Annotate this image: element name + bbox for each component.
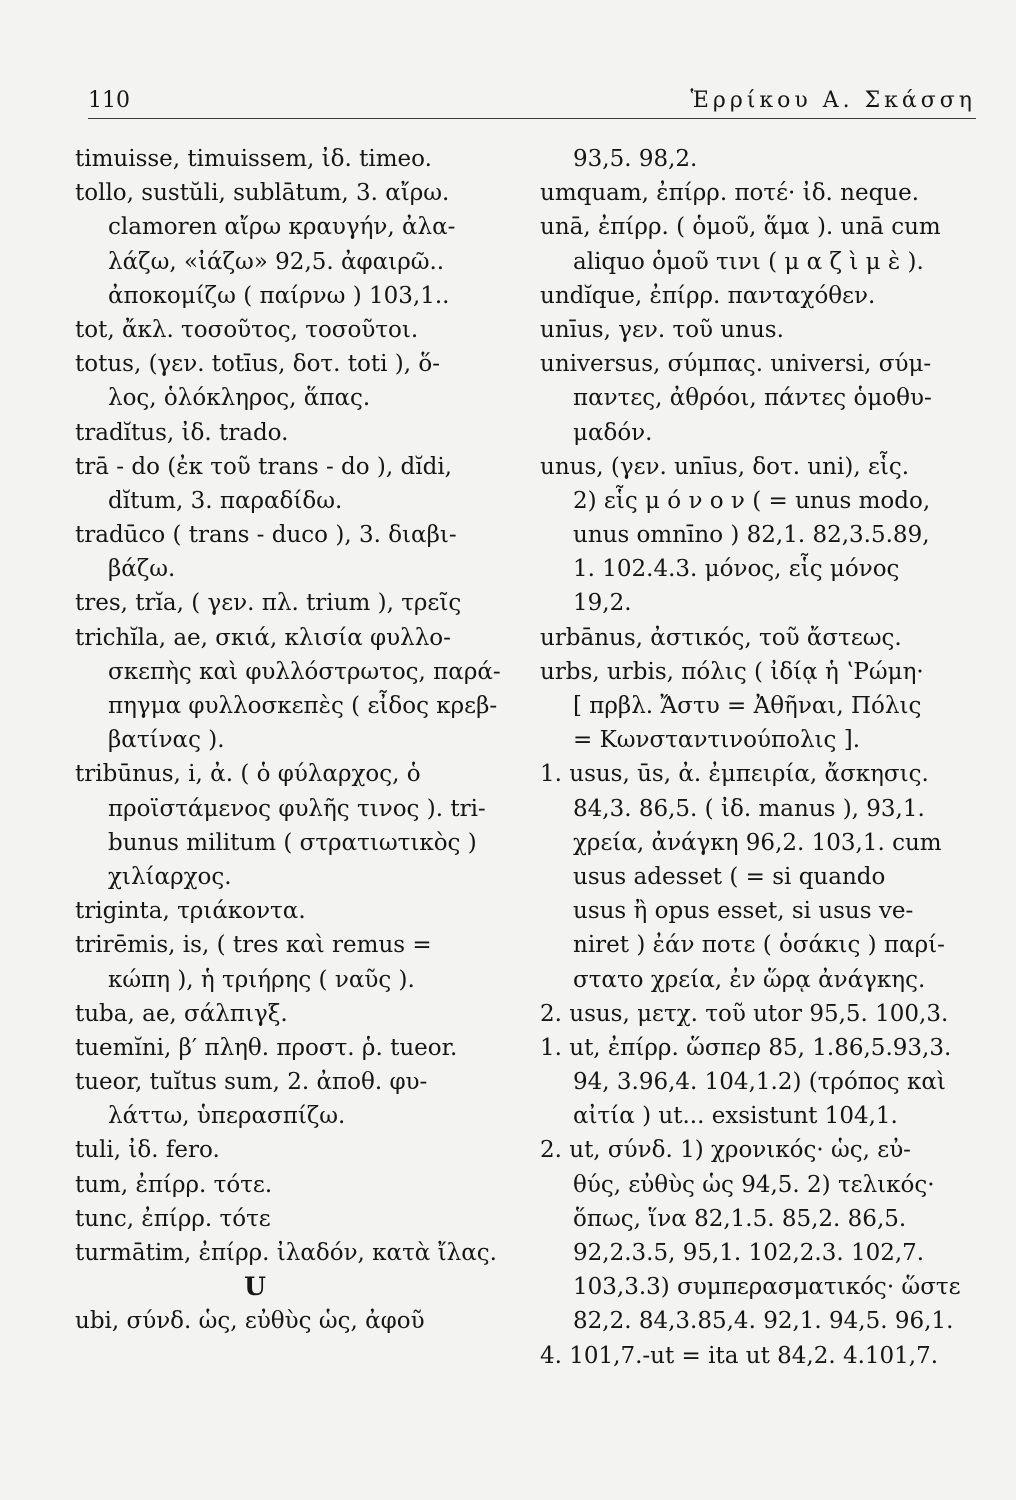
dictionary-line: tollo, sustŭli, sublātum, 3. αἴρω. [75,180,450,207]
dictionary-line: totus, (γεν. totīus, δοτ. toti ), ὅ- [75,351,440,378]
dictionary-line: clamoren αἴρω κραυγήν, ἀλα- [108,214,456,241]
page-header [88,88,976,119]
dictionary-line: tradĭtus, ἰδ. trado. [75,419,289,446]
dictionary-line: tuli, ἰδ. fero. [75,1137,220,1164]
dictionary-line: 1. ut, ἐπίρρ. ὥσπερ 85, 1.86,5.93,3. [540,1034,952,1061]
dictionary-line: aliquo ὁμοῦ τινι ( μ α ζ ὶ μ ὲ ). [573,248,924,275]
dictionary-line: πηγμα φυλλοσκεπὲς ( εἶδος κρεβ- [108,693,498,719]
dictionary-line: αἰτία ) ut... exsistunt 104,1. [573,1103,898,1130]
dictionary-line: universus, σύμπας. universi, σύμ- [540,351,932,378]
dictionary-line: σκεπὴς καὶ φυλλόστρωτος, παρά- [108,658,501,685]
dictionary-line: βατίνας ). [108,727,225,754]
dictionary-line: turmātim, ἐπίρρ. ἰλαδόν, κατὰ ἴλας. [75,1240,497,1266]
dictionary-line: 2) εἷς μ ό ν ο ν ( = unus modo, [573,487,931,514]
dictionary-line: unīus, γεν. τοῦ unus. [540,316,784,343]
dictionary-line: urbānus, ἀστικός, τοῦ ἄστεως. [540,624,902,651]
dictionary-line: ἀποκομίζω ( παίρνω ) 103,1.. [108,282,450,309]
dictionary-line: 103,3.3) συμπερασματικός· ὥστε [573,1274,961,1301]
dictionary-line: trā - do (ἐκ τοῦ trans - do ), dĭdi, [75,453,452,480]
dictionary-line: 2. usus, μετχ. τοῦ utor 95,5. 100,3. [540,1000,949,1027]
dictionary-line: bunus militum ( στρατιωτικὸς ) [108,829,477,856]
dictionary-line: μαδόν. [573,419,653,446]
dictionary-line: umquam, ἐπίρρ. ποτέ· ἰδ. neque. [540,180,920,207]
dictionary-line: undĭque, ἐπίρρ. πανταχόθεν. [540,282,876,309]
dictionary-line: tum, ἐπίρρ. τότε. [75,1171,273,1198]
dictionary-line: 19,2. [573,590,632,617]
dictionary-line: tunc, ἐπίρρ. τότε [75,1205,271,1232]
dictionary-line: παντες, ἀθρόοι, πάντες ὁμοθυ- [573,385,932,412]
dictionary-line: triginta, τριάκοντα. [75,898,306,925]
dictionary-line: 84,3. 86,5. ( ἰδ. manus ), 93,1. [573,795,925,822]
dictionary-line: 93,5. 98,2. [573,146,698,172]
page-number: 110 [88,88,130,113]
dictionary-line: χιλίαρχος. [108,863,232,890]
running-head: Ἑρρίκου Α. Σκάσση [690,88,976,113]
dictionary-line: 1. usus, ūs, ἀ. ἐμπειρία, ἄσκησις. [540,761,929,788]
dictionary-line: = Κωνσταντινούπολις ]. [573,727,861,754]
dictionary-line: 94, 3.96,4. 104,1.2) (τρόπος καὶ [573,1069,946,1096]
dictionary-line: tradūco ( trans - duco ), 3. διαβι- [75,522,457,549]
dictionary-line: χρεία, ἀνάγκη 96,2. 103,1. cum [573,829,942,856]
dictionary-line: λάζω, «ἰάζω» 92,5. ἀφαιρῶ.. [108,248,445,275]
dictionary-line: [ πρβλ. Ἄστυ = Ἀθῆναι, Πόλις [573,693,922,719]
dictionary-line: 2. ut, σύνδ. 1) χρονικός· ὡς, εὐ- [540,1137,911,1164]
dictionary-line: 92,2.3.5, 95,1. 102,2.3. 102,7. [573,1240,925,1266]
dictionary-line: 4. 101,7.-ut = ita ut 84,2. 4.101,7. [540,1342,939,1369]
dictionary-line: tuemĭni, β′ πληθ. προστ. ῥ. tueor. [75,1034,458,1061]
dictionary-line: trichĭla, ae, σκιά, κλισία φυλλο- [75,624,451,651]
right-column [540,142,985,1373]
dictionary-line: dĭtum, 3. παραδίδω. [108,487,343,514]
dictionary-line: usus ἢ opus esset, si usus ve- [573,898,914,925]
dictionary-line: usus adesset ( = si quando [573,863,886,890]
dictionary-line: unus, (γεν. unīus, δοτ. uni), εἷς. [540,453,910,480]
dictionary-line: tot, ἄκλ. τοσοῦτος, τοσοῦτοι. [75,316,419,343]
dictionary-line: βάζω. [108,556,176,583]
dictionary-line: tribūnus, i, ἀ. ( ὁ φύλαρχος, ὁ [75,761,421,788]
dictionary-line: trirēmis, is, ( tres καὶ remus = [75,932,432,959]
dictionary-line: λος, ὁλόκληρος, ἅπας. [108,385,371,412]
dictionary-line: unā, ἐπίρρ. ( ὁμοῦ, ἅμα ). unā cum [540,214,941,241]
dictionary-line: 1. 102.4.3. μόνος, εἷς μόνος [573,556,900,583]
dictionary-line: κώπη ), ἡ τριήρης ( ναῦς ). [108,966,415,993]
dictionary-line: tuba, ae, σάλπιγξ. [75,1000,288,1027]
left-column [75,142,515,1339]
dictionary-line: ὅπως, ἵνα 82,1.5. 85,2. 86,5. [573,1205,907,1232]
dictionary-line: unus omnīno ) 82,1. 82,3.5.89, [573,522,930,549]
dictionary-line: tres, trĭa, ( γεν. πλ. trium ), τρεῖς [75,590,462,617]
dictionary-line: ubi, σύνδ. ὡς, εὐθὺς ὡς, ἀφοῦ [75,1308,425,1335]
dictionary-line: στατο χρεία, ἐν ὥρᾳ ἀνάγκης. [573,966,926,993]
dictionary-line: niret ) ἐάν ποτε ( ὁσάκις ) παρί- [573,932,945,959]
dictionary-line: urbs, urbis, πόλις ( ἰδίᾳ ἡ ʽΡώμη· [540,658,924,685]
dictionary-line: προϊστάμενος φυλῆς τινος ). tri- [108,795,486,822]
dictionary-line: tueor, tuĭtus sum, 2. ἀποθ. φυ- [75,1069,428,1096]
dictionary-line: 82,2. 84,3.85,4. 92,1. 94,5. 96,1. [573,1308,954,1335]
dictionary-line: timuisse, timuissem, ἰδ. timeo. [75,146,432,172]
dictionary-line: λάττω, ὑπερασπίζω. [108,1103,346,1130]
section-letter: U [244,1272,266,1302]
dictionary-line: θύς, εὐθὺς ὡς 94,5. 2) τελικός· [573,1171,935,1198]
